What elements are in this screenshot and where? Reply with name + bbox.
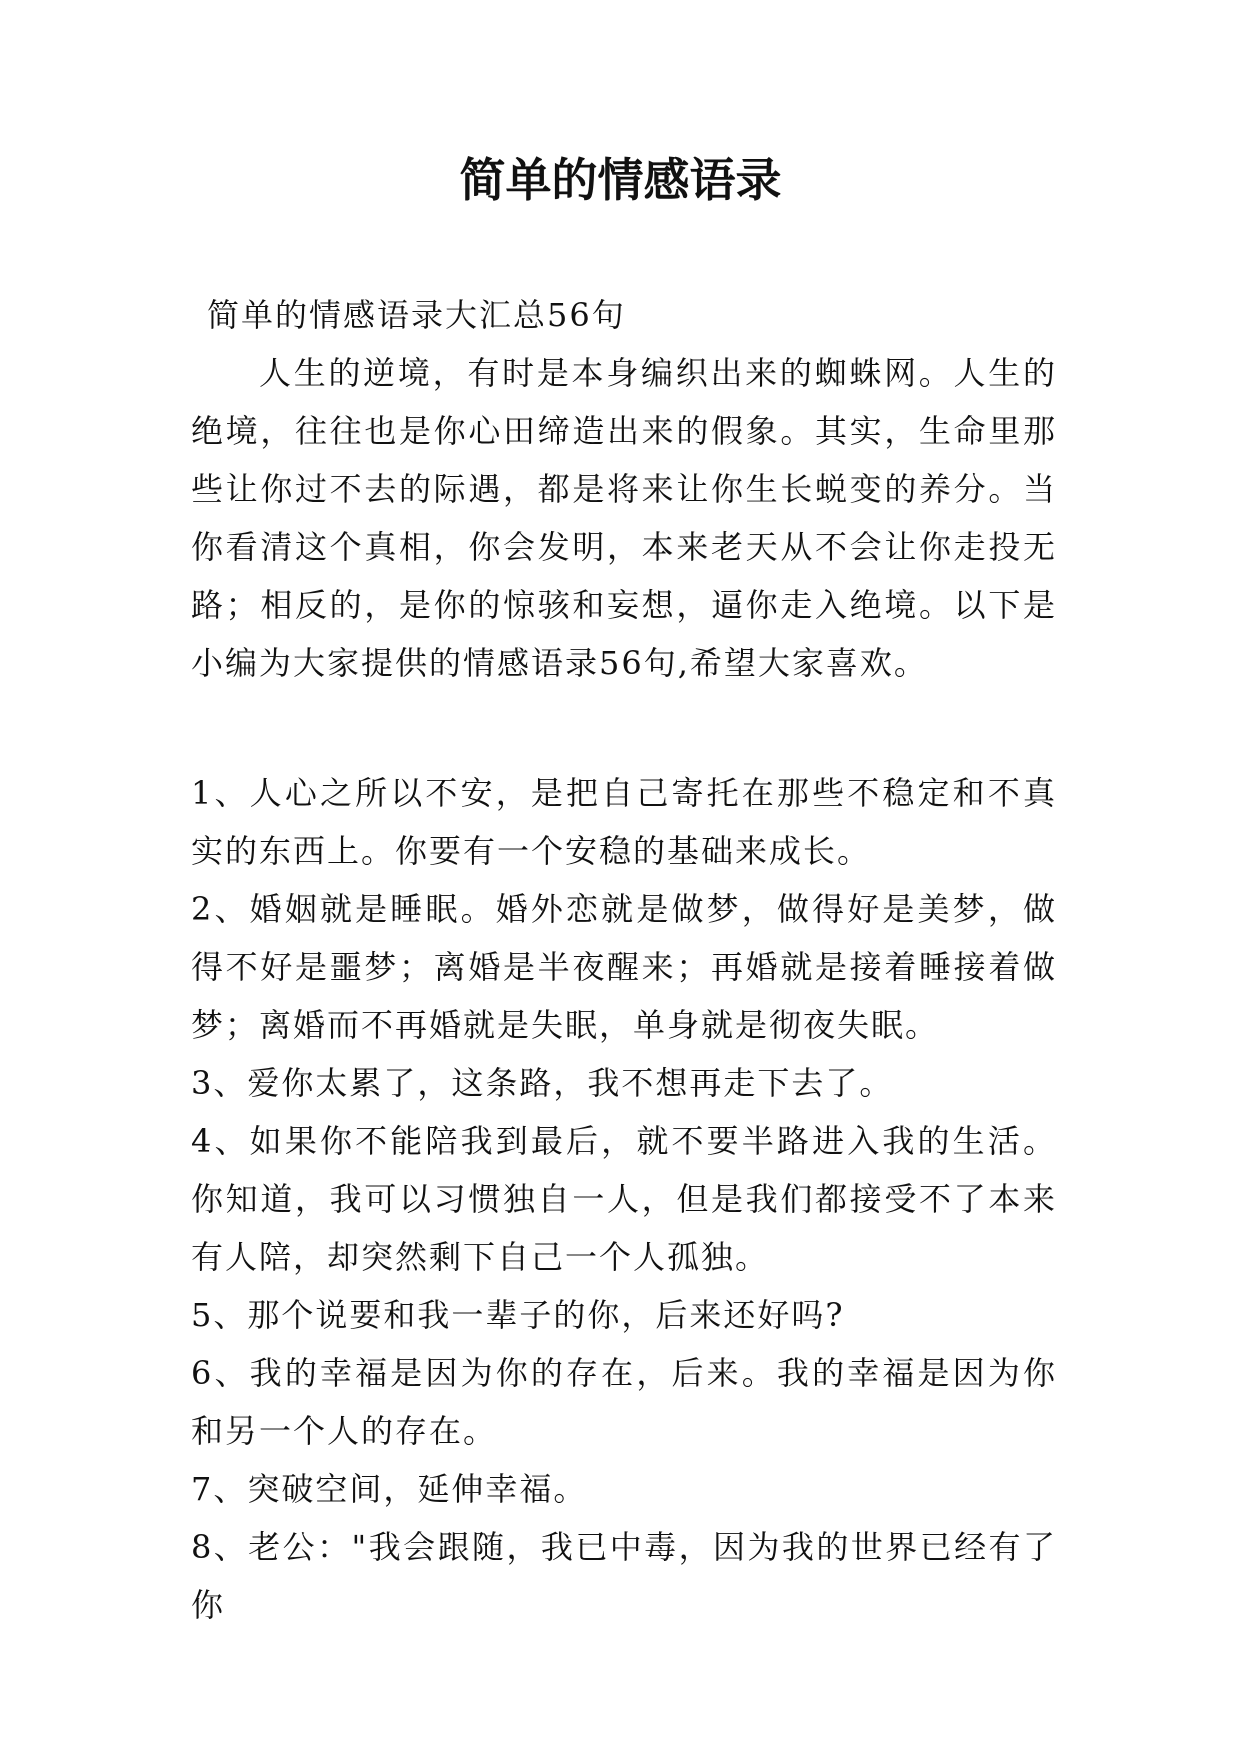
quote-item: 3、爱你太累了，这条路，我不想再走下去了。	[191, 1064, 894, 1102]
document-title: 简单的情感语录	[459, 153, 782, 207]
intro-paragraph: 人生的逆境，有时是本身编织出来的蜘蛛网。人生的绝境，往往也是你心田缔造出来的假象。其实，生命里那些让你过不去的际遇，都是将来让你生长蜕变的养分。当你看清这个真相，你会发明，本来老天从不会让你走投无路；相反的，是你的惊骇和妄想，逼你走入绝境。以下是小编为大家提供的情感语录56句,希望大家喜欢。	[191, 354, 1057, 682]
quote-item: 6、我的幸福是因为你的存在，后来。我的幸福是因为你和另一个人的存在。	[191, 1354, 1057, 1450]
document-subtitle: 简单的情感语录大汇总56句	[207, 296, 626, 334]
paragraph-spacer	[191, 692, 1057, 764]
document-body	[191, 286, 1057, 1634]
quote-item: 7、突破空间，延伸幸福。	[191, 1470, 588, 1508]
quote-item: 2、婚姻就是睡眠。婚外恋就是做梦，做得好是美梦，做得不好是噩梦；离婚是半夜醒来；再婚就是接着睡接着做梦；离婚而不再婚就是失眠，单身就是彻夜失眠。	[191, 890, 1057, 1044]
quote-item: 1、人心之所以不安，是把自己寄托在那些不稳定和不真实的东西上。你要有一个安稳的基础来成长。	[191, 774, 1057, 870]
quote-item: 8、老公："我会跟随，我已中毒，因为我的世界已经有了你	[191, 1528, 1057, 1624]
quote-item: 4、如果你不能陪我到最后，就不要半路进入我的生活。你知道，我可以习惯独自一人，但是我们都接受不了本来有人陪，却突然剩下自己一个人孤独。	[191, 1122, 1057, 1276]
quote-item: 5、那个说要和我一辈子的你，后来还好吗?	[191, 1296, 845, 1334]
